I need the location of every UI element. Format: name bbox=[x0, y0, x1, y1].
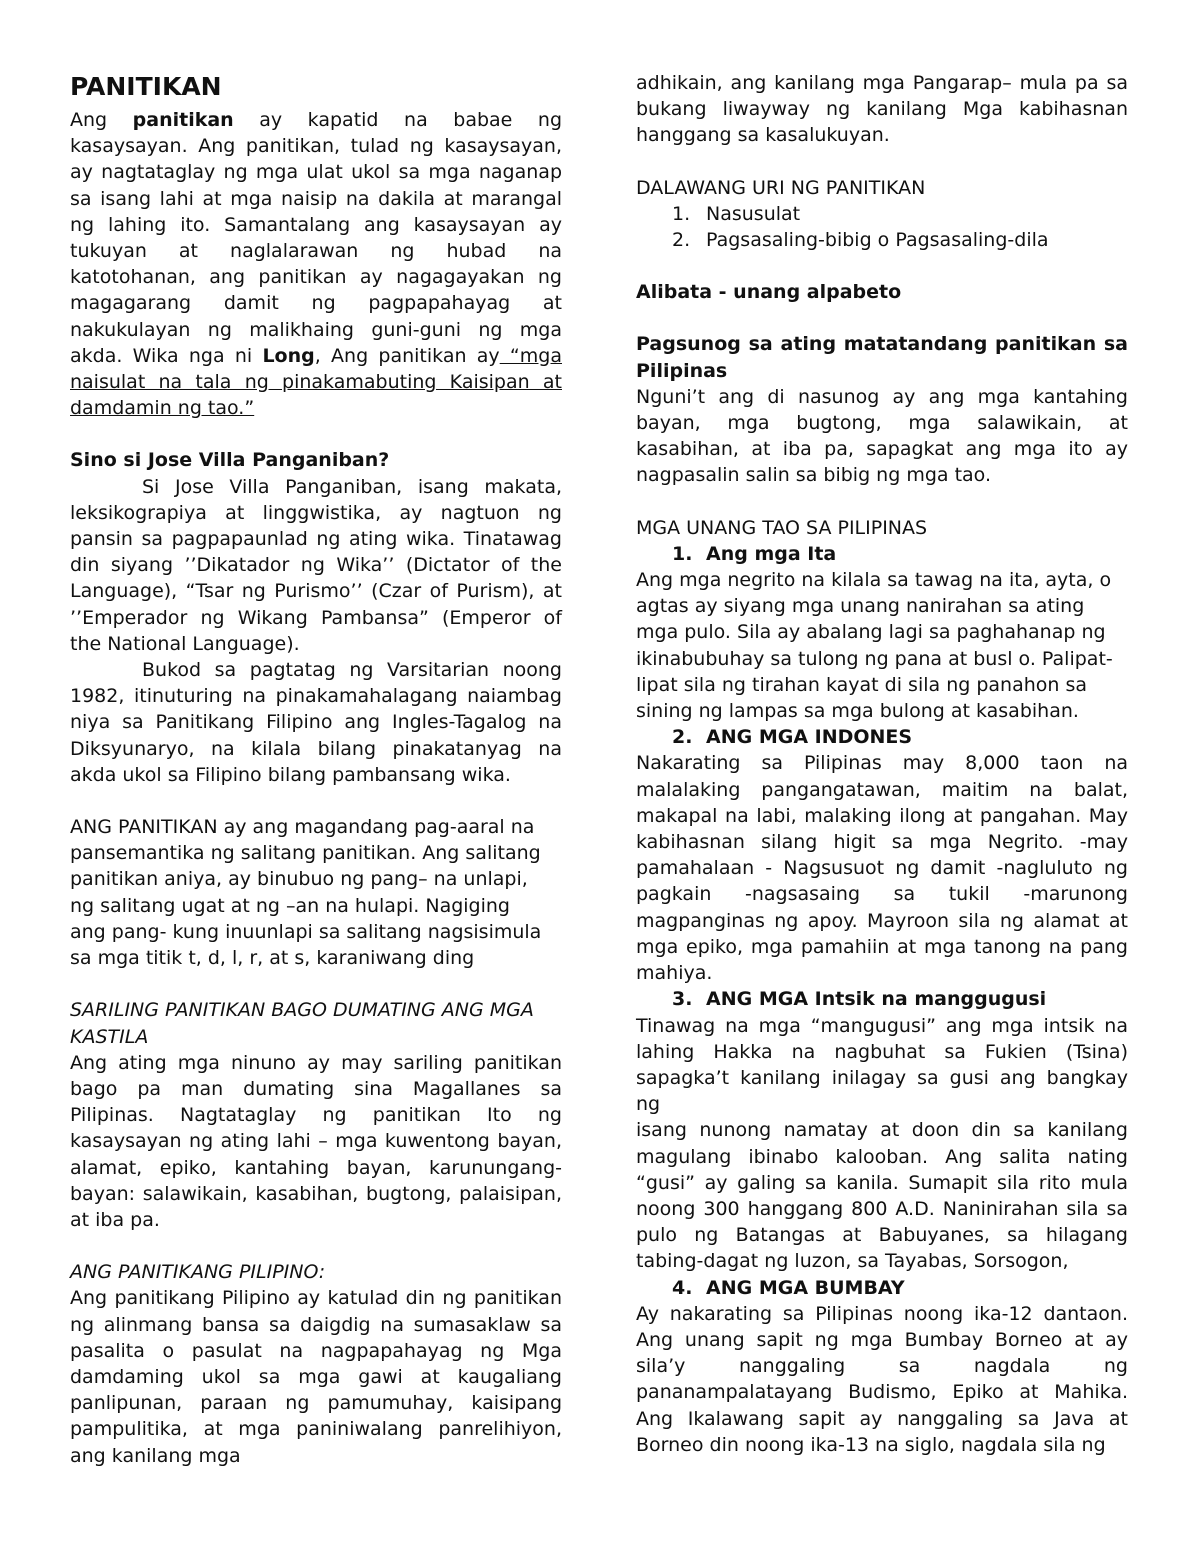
sariling-heading: SARILING PANITIKAN BAGO DUMATING ANG MGA KASTILA bbox=[70, 999, 534, 1048]
intro-bold-long: Long bbox=[262, 344, 315, 367]
ang-panitikan-line: pansemantika ng salitang panitikan. Ang salitang bbox=[70, 842, 541, 865]
intro-text-cont: ay kapatid na babae ng kasaysayan. Ang panitikan, tulad ng kasaysayan, ay nagtataglay ng mga ulat ukol sa mga naganap sa isang lahi at mga naisip na dakila at marangal ng lahing ito. Samantalang ang kasaysayan ay tukuyan at naglalarawan ng hubad na katotohanan, ang panitikan ay nagagayakan ng magagarang damit ng pagpapahayag at nakukulayan ng malikhaing guni-guni ng mga akda. Wika nga ni bbox=[70, 109, 563, 367]
intsik-paragraph-b: isang nunong namatay at doon din sa kanilang magulang ibinabo kalooban. Ang salita nating “gusi” ay galing sa kanila. Sumapit sila rito mula noong 300 hanggang 800 A.D. Naninirahan sila sa pulo ng Batangas at Babuyanes, sa hilagang tabing-dagat ng luzon, sa Tayabas, Sorsogon, bbox=[636, 1119, 1128, 1273]
jose-paragraph-1: Si Jose Villa Panganiban, isang makata, leksikograpiya at linggwistika, ay nagtuon ng pansin sa pagpapaunlad ng ating wika. Tinatawag din siyang ’’Dikatador ng Wika’’ (Dictator of the Language), “Tsar ng Purismo’’ (Czar of Purism), at ’’Emperador ng Wikang Pambansa” (Emperor of the National Language). bbox=[70, 475, 562, 655]
intro-quote: “mga naisulat na tala ng pinakamabuting Kaisipan at damdamin ng tao.” bbox=[70, 344, 562, 420]
pilipino-paragraph: Ang panitikang Pilipino ay katulad din ng panitikan ng alinmang bansa sa daigdig na sumasaklaw sa pasalita o pasulat na nagpapahayag ng Mga damdaming ukol sa mga gawi at kaugaliang panlipunan, paraan ng pamumuhay, kaisipang pampulitika, at mga paniniwalang panrelihiyon, ang kanilang mga bbox=[70, 1287, 562, 1467]
ang-panitikan-line: ng salitang ugat at ng –an na hulapi. Nagiging bbox=[70, 894, 510, 917]
bumbay-heading bbox=[636, 1275, 1128, 1301]
indones-heading bbox=[636, 724, 1128, 750]
ita-line: sining ng lampas sa mga bulong at kasabihan. bbox=[636, 700, 1079, 723]
intsik-number: 3. bbox=[672, 988, 693, 1011]
document-title: PANITIKAN bbox=[70, 72, 222, 101]
ita-number: 1. bbox=[672, 542, 693, 565]
jose-heading: Sino si Jose Villa Panganiban? bbox=[70, 449, 390, 472]
list-item bbox=[636, 201, 1128, 227]
mga-unang-tao-heading: MGA UNANG TAO SA PILIPINAS bbox=[636, 516, 928, 539]
sariling-paragraph: Ang ating mga ninuno ay may sariling panitikan bago pa man dumating sina Magallanes sa Pilipinas. Nagtataglay ng panitikan Ito ng kasaysayan ng ating lahi – mga kuwentong bayan, alamat, epiko, kantahing bayan, karunungang-bayan: salawikain, kasabihan, bugtong, palaisipan, at iba pa. bbox=[70, 1051, 562, 1231]
dalawang-list bbox=[636, 201, 1128, 253]
list-number: 1. bbox=[672, 202, 691, 225]
left-column bbox=[70, 70, 562, 1469]
ang-panitikan-paragraph bbox=[70, 814, 562, 971]
ita-line: Ang mga negrito na kilala sa tawag na ita, ayta, o bbox=[636, 569, 1112, 592]
ang-panitikan-line: ANG PANITIKAN ay ang magandang pag-aaral na bbox=[70, 816, 535, 839]
bumbay-title: ANG MGA BUMBAY bbox=[706, 1276, 905, 1299]
intro-paragraph bbox=[70, 107, 562, 421]
list-number: 2. bbox=[672, 229, 691, 252]
intsik-paragraph-a: Tinawag na mga “mangugusi” ang mga intsik na lahing Hakka na nagbuhat sa Fukien (Tsina) sapagka’t kanilang inilagay sa gusi ang bangkay ng bbox=[636, 1014, 1128, 1116]
ita-heading bbox=[636, 541, 1128, 567]
alibata-heading: Alibata - unang alpabeto bbox=[636, 281, 902, 304]
list-text: Nasusulat bbox=[706, 202, 801, 225]
bumbay-number: 4. bbox=[672, 1276, 693, 1299]
jose-paragraph-2: Bukod sa pagtatag ng Varsitarian noong 1982, itinuturing na pinakamahalagang naiambag niya sa Panitikang Filipino ang Ingles-Tagalog na Diksyunaryo, na kilala bilang pinakatanyag na akda ukol sa Filipino bilang pambansang wika. bbox=[70, 659, 562, 786]
indones-title: ANG MGA INDONES bbox=[706, 726, 913, 749]
ita-line: lipat sila ng tirahan kayat di sila ng panahon sa bbox=[636, 673, 1088, 696]
indones-paragraph: Nakarating sa Pilipinas may 8,000 taon na malalaking pangangatawan, maitim na balat, makapal na labi, malaking ilong at pangahan. May kabihasnan silang higit sa mga Negrito. -may pamahalaan - Nagsusuot ng damit -nagluluto ng pagkain -nagsasaing sa tukil -marunong magpanginas ng apoy. Mayroon sila ng alamat at mga epiko, mga pamahiin at mga tanong na pang mahiya. bbox=[636, 752, 1128, 985]
bumbay-paragraph: Ay nakarating sa Pilipinas noong ika-12 dantaon. Ang unang sapit ng mga Bumbay Borneo at ay sila’y nanggaling sa nagdala ng pananampalatayang Budismo, Epiko at Mahika. Ang Ikalawang sapit ay nanggaling sa Java at Borneo din noong ika-13 na siglo, nagdala sila ng bbox=[636, 1302, 1128, 1456]
pilipino-heading: ANG PANITIKANG PILIPINO: bbox=[70, 1261, 326, 1284]
right-column bbox=[636, 70, 1128, 1458]
ita-line: ikinabubuhay sa tulong ng pana at busl o. Palipat- bbox=[636, 647, 1113, 670]
ang-panitikan-line: panitikan aniya, ay binubuo ng pang– na unlapi, bbox=[70, 868, 528, 891]
pagsunog-heading: Pagsunog sa ating matatandang panitikan sa Pilipinas bbox=[636, 333, 1128, 382]
continuation-paragraph: adhikain, ang kanilang mga Pangarap– mula pa sa bukang liwayway ng kanilang Mga kabihasnan hanggang sa kasalukuyan. bbox=[636, 72, 1128, 147]
ita-line: agtas ay siyang mga unang nanirahan sa ating bbox=[636, 595, 1085, 618]
ita-paragraph bbox=[636, 567, 1128, 724]
ang-panitikan-line: ang pang- kung inuunlapi sa salitang nagsisimula bbox=[70, 920, 542, 943]
list-text: Pagsasaling-bibig o Pagsasaling-dila bbox=[706, 229, 1049, 252]
intsik-title: ANG MGA Intsik na manggugusi bbox=[706, 988, 1047, 1011]
list-item bbox=[636, 227, 1128, 253]
intsik-heading bbox=[636, 986, 1128, 1012]
ita-line: mga pulo. Sila ay abalang lagi sa paghahanap ng bbox=[636, 621, 1106, 644]
ita-title: Ang mga Ita bbox=[706, 542, 837, 565]
dalawang-heading: DALAWANG URI NG PANITIKAN bbox=[636, 176, 926, 199]
ang-panitikan-line: sa mga titik t, d, l, r, at s, karaniwang ding bbox=[70, 947, 475, 970]
intro-text: Ang bbox=[70, 109, 133, 131]
pagsunog-paragraph: Nguni’t ang di nasunog ay ang mga kantahing bayan, mga bugtong, mga salawikain, at kasabihan, at iba pa, sapagkat ang mga ito ay nagpasalin salin sa bibig ng mga tao. bbox=[636, 385, 1128, 487]
intro-bold-panitikan: panitikan bbox=[132, 109, 234, 131]
intro-text-ay: , Ang panitikan ay bbox=[314, 344, 500, 367]
indones-number: 2. bbox=[672, 726, 693, 749]
